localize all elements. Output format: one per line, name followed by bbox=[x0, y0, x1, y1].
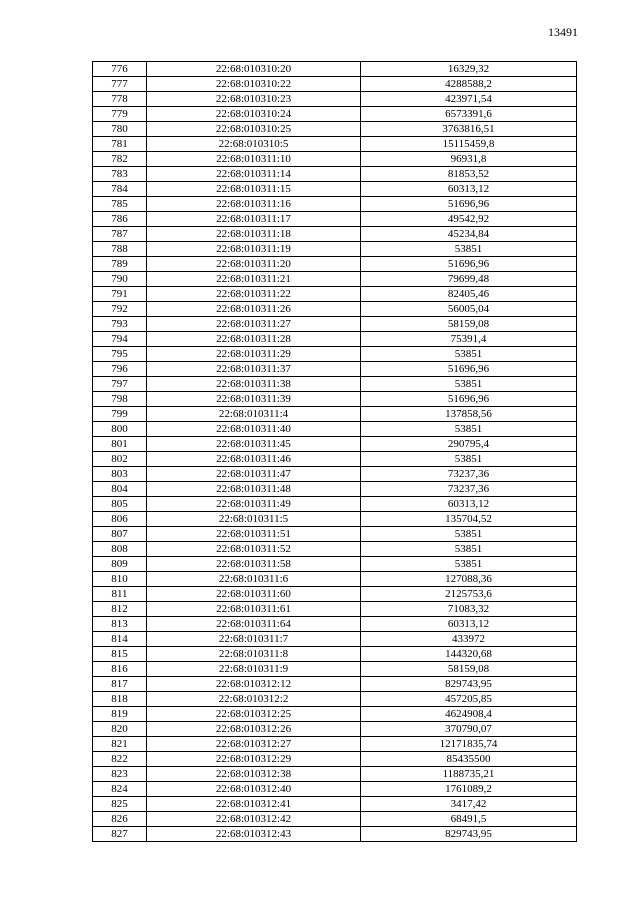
value-cell: 53851 bbox=[361, 527, 577, 542]
table-row bbox=[93, 107, 577, 122]
table-row bbox=[93, 602, 577, 617]
cadastral-number-cell: 22:68:010311:26 bbox=[147, 302, 361, 317]
page-number: 13491 bbox=[548, 25, 578, 39]
table-row bbox=[93, 272, 577, 287]
table-row bbox=[93, 797, 577, 812]
value-cell: 4288588,2 bbox=[361, 77, 577, 92]
row-number-cell: 815 bbox=[93, 647, 147, 662]
table-row bbox=[93, 827, 577, 842]
row-number-cell: 803 bbox=[93, 467, 147, 482]
value-cell: 53851 bbox=[361, 377, 577, 392]
row-number-cell: 809 bbox=[93, 557, 147, 572]
table-body bbox=[93, 62, 577, 842]
value-cell: 51696,96 bbox=[361, 197, 577, 212]
cadastral-number-cell: 22:68:010312:26 bbox=[147, 722, 361, 737]
table-row bbox=[93, 737, 577, 752]
value-cell: 457205,85 bbox=[361, 692, 577, 707]
table-row bbox=[93, 437, 577, 452]
value-cell: 370790,07 bbox=[361, 722, 577, 737]
cadastral-number-cell: 22:68:010311:52 bbox=[147, 542, 361, 557]
cadastral-number-cell: 22:68:010312:12 bbox=[147, 677, 361, 692]
row-number-cell: 816 bbox=[93, 662, 147, 677]
row-number-cell: 820 bbox=[93, 722, 147, 737]
row-number-cell: 776 bbox=[93, 62, 147, 77]
value-cell: 53851 bbox=[361, 452, 577, 467]
row-number-cell: 788 bbox=[93, 242, 147, 257]
table-row bbox=[93, 557, 577, 572]
cadastral-number-cell: 22:68:010311:40 bbox=[147, 422, 361, 437]
value-cell: 4624908,4 bbox=[361, 707, 577, 722]
row-number-cell: 827 bbox=[93, 827, 147, 842]
cadastral-number-cell: 22:68:010310:22 bbox=[147, 77, 361, 92]
value-cell: 53851 bbox=[361, 422, 577, 437]
cadastral-number-cell: 22:68:010311:60 bbox=[147, 587, 361, 602]
table-row bbox=[93, 632, 577, 647]
row-number-cell: 796 bbox=[93, 362, 147, 377]
cadastral-number-cell: 22:68:010311:47 bbox=[147, 467, 361, 482]
row-number-cell: 787 bbox=[93, 227, 147, 242]
cadastral-number-cell: 22:68:010312:27 bbox=[147, 737, 361, 752]
cadastral-number-cell: 22:68:010310:23 bbox=[147, 92, 361, 107]
cadastral-number-cell: 22:68:010311:14 bbox=[147, 167, 361, 182]
table-row bbox=[93, 242, 577, 257]
row-number-cell: 777 bbox=[93, 77, 147, 92]
row-number-cell: 782 bbox=[93, 152, 147, 167]
value-cell: 81853,52 bbox=[361, 167, 577, 182]
table-row bbox=[93, 662, 577, 677]
table-row bbox=[93, 122, 577, 137]
row-number-cell: 785 bbox=[93, 197, 147, 212]
cadastral-number-cell: 22:68:010311:22 bbox=[147, 287, 361, 302]
cadastral-number-cell: 22:68:010312:29 bbox=[147, 752, 361, 767]
table-row bbox=[93, 752, 577, 767]
cadastral-number-cell: 22:68:010311:38 bbox=[147, 377, 361, 392]
cadastral-number-cell: 22:68:010310:25 bbox=[147, 122, 361, 137]
value-cell: 2125753,6 bbox=[361, 587, 577, 602]
value-cell: 73237,36 bbox=[361, 467, 577, 482]
cadastral-number-cell: 22:68:010311:18 bbox=[147, 227, 361, 242]
value-cell: 45234,84 bbox=[361, 227, 577, 242]
table-row bbox=[93, 542, 577, 557]
cadastral-number-cell: 22:68:010311:51 bbox=[147, 527, 361, 542]
row-number-cell: 813 bbox=[93, 617, 147, 632]
value-cell: 433972 bbox=[361, 632, 577, 647]
cadastral-number-cell: 22:68:010312:42 bbox=[147, 812, 361, 827]
row-number-cell: 792 bbox=[93, 302, 147, 317]
value-cell: 6573391,6 bbox=[361, 107, 577, 122]
table-row bbox=[93, 182, 577, 197]
cadastral-number-cell: 22:68:010311:19 bbox=[147, 242, 361, 257]
row-number-cell: 811 bbox=[93, 587, 147, 602]
row-number-cell: 808 bbox=[93, 542, 147, 557]
row-number-cell: 824 bbox=[93, 782, 147, 797]
value-cell: 75391,4 bbox=[361, 332, 577, 347]
table-row bbox=[93, 692, 577, 707]
table-row bbox=[93, 317, 577, 332]
cadastral-number-cell: 22:68:010312:43 bbox=[147, 827, 361, 842]
cadastral-number-cell: 22:68:010311:9 bbox=[147, 662, 361, 677]
value-cell: 1761089,2 bbox=[361, 782, 577, 797]
cadastral-number-cell: 22:68:010311:21 bbox=[147, 272, 361, 287]
table-row bbox=[93, 392, 577, 407]
value-cell: 60313,12 bbox=[361, 617, 577, 632]
value-cell: 3417,42 bbox=[361, 797, 577, 812]
value-cell: 135704,52 bbox=[361, 512, 577, 527]
row-number-cell: 784 bbox=[93, 182, 147, 197]
value-cell: 1188735,21 bbox=[361, 767, 577, 782]
table-row bbox=[93, 152, 577, 167]
row-number-cell: 779 bbox=[93, 107, 147, 122]
cadastral-number-cell: 22:68:010311:58 bbox=[147, 557, 361, 572]
cadastral-number-cell: 22:68:010311:6 bbox=[147, 572, 361, 587]
value-cell: 73237,36 bbox=[361, 482, 577, 497]
value-cell: 290795,4 bbox=[361, 437, 577, 452]
cadastral-number-cell: 22:68:010311:10 bbox=[147, 152, 361, 167]
cadastral-number-cell: 22:68:010311:15 bbox=[147, 182, 361, 197]
table-row bbox=[93, 722, 577, 737]
value-cell: 53851 bbox=[361, 557, 577, 572]
cadastral-number-cell: 22:68:010310:24 bbox=[147, 107, 361, 122]
row-number-cell: 819 bbox=[93, 707, 147, 722]
cadastral-number-cell: 22:68:010311:5 bbox=[147, 512, 361, 527]
cadastral-number-cell: 22:68:010311:49 bbox=[147, 497, 361, 512]
table-row bbox=[93, 527, 577, 542]
table-row bbox=[93, 782, 577, 797]
value-cell: 53851 bbox=[361, 242, 577, 257]
row-number-cell: 826 bbox=[93, 812, 147, 827]
row-number-cell: 798 bbox=[93, 392, 147, 407]
table-row bbox=[93, 677, 577, 692]
table-row bbox=[93, 377, 577, 392]
value-cell: 127088,36 bbox=[361, 572, 577, 587]
table-row bbox=[93, 347, 577, 362]
row-number-cell: 818 bbox=[93, 692, 147, 707]
table-row bbox=[93, 302, 577, 317]
table-row bbox=[93, 62, 577, 77]
row-number-cell: 783 bbox=[93, 167, 147, 182]
table-row bbox=[93, 167, 577, 182]
table-row bbox=[93, 227, 577, 242]
row-number-cell: 817 bbox=[93, 677, 147, 692]
row-number-cell: 799 bbox=[93, 407, 147, 422]
value-cell: 96931,8 bbox=[361, 152, 577, 167]
table-row bbox=[93, 212, 577, 227]
row-number-cell: 804 bbox=[93, 482, 147, 497]
value-cell: 137858,56 bbox=[361, 407, 577, 422]
row-number-cell: 778 bbox=[93, 92, 147, 107]
value-cell: 58159,08 bbox=[361, 317, 577, 332]
row-number-cell: 814 bbox=[93, 632, 147, 647]
cadastral-number-cell: 22:68:010311:28 bbox=[147, 332, 361, 347]
table-row bbox=[93, 332, 577, 347]
table-row bbox=[93, 497, 577, 512]
table-row bbox=[93, 407, 577, 422]
row-number-cell: 800 bbox=[93, 422, 147, 437]
row-number-cell: 780 bbox=[93, 122, 147, 137]
cadastral-number-cell: 22:68:010311:4 bbox=[147, 407, 361, 422]
table-row bbox=[93, 362, 577, 377]
value-cell: 53851 bbox=[361, 347, 577, 362]
row-number-cell: 805 bbox=[93, 497, 147, 512]
table-row bbox=[93, 512, 577, 527]
cadastral-number-cell: 22:68:010311:61 bbox=[147, 602, 361, 617]
value-cell: 85435500 bbox=[361, 752, 577, 767]
row-number-cell: 793 bbox=[93, 317, 147, 332]
cadastral-number-cell: 22:68:010311:48 bbox=[147, 482, 361, 497]
table-row bbox=[93, 197, 577, 212]
row-number-cell: 822 bbox=[93, 752, 147, 767]
row-number-cell: 794 bbox=[93, 332, 147, 347]
cadastral-number-cell: 22:68:010311:17 bbox=[147, 212, 361, 227]
cadastral-number-cell: 22:68:010312:25 bbox=[147, 707, 361, 722]
cadastral-number-cell: 22:68:010312:38 bbox=[147, 767, 361, 782]
cadastral-number-cell: 22:68:010311:37 bbox=[147, 362, 361, 377]
value-cell: 49542,92 bbox=[361, 212, 577, 227]
cadastral-number-cell: 22:68:010311:29 bbox=[147, 347, 361, 362]
value-cell: 68491,5 bbox=[361, 812, 577, 827]
value-cell: 60313,12 bbox=[361, 182, 577, 197]
value-cell: 51696,96 bbox=[361, 392, 577, 407]
row-number-cell: 795 bbox=[93, 347, 147, 362]
value-cell: 15115459,8 bbox=[361, 137, 577, 152]
row-number-cell: 812 bbox=[93, 602, 147, 617]
table-row bbox=[93, 707, 577, 722]
cadastral-number-cell: 22:68:010311:27 bbox=[147, 317, 361, 332]
table-row bbox=[93, 587, 577, 602]
table-row bbox=[93, 467, 577, 482]
cadastral-number-cell: 22:68:010310:5 bbox=[147, 137, 361, 152]
value-cell: 60313,12 bbox=[361, 497, 577, 512]
value-cell: 16329,32 bbox=[361, 62, 577, 77]
row-number-cell: 825 bbox=[93, 797, 147, 812]
row-number-cell: 806 bbox=[93, 512, 147, 527]
cadastral-number-cell: 22:68:010311:8 bbox=[147, 647, 361, 662]
cadastral-number-cell: 22:68:010311:20 bbox=[147, 257, 361, 272]
value-cell: 829743,95 bbox=[361, 827, 577, 842]
row-number-cell: 781 bbox=[93, 137, 147, 152]
cadastral-number-cell: 22:68:010312:41 bbox=[147, 797, 361, 812]
table-row bbox=[93, 137, 577, 152]
table-row bbox=[93, 482, 577, 497]
value-cell: 12171835,74 bbox=[361, 737, 577, 752]
cadastral-number-cell: 22:68:010311:16 bbox=[147, 197, 361, 212]
table-row bbox=[93, 617, 577, 632]
row-number-cell: 821 bbox=[93, 737, 147, 752]
row-number-cell: 801 bbox=[93, 437, 147, 452]
table-row bbox=[93, 812, 577, 827]
cadastral-number-cell: 22:68:010312:40 bbox=[147, 782, 361, 797]
table-row bbox=[93, 92, 577, 107]
table-row bbox=[93, 422, 577, 437]
value-cell: 829743,95 bbox=[361, 677, 577, 692]
value-cell: 82405,46 bbox=[361, 287, 577, 302]
table-row bbox=[93, 287, 577, 302]
row-number-cell: 802 bbox=[93, 452, 147, 467]
value-cell: 51696,96 bbox=[361, 362, 577, 377]
table-row bbox=[93, 572, 577, 587]
cadastral-number-cell: 22:68:010311:39 bbox=[147, 392, 361, 407]
value-cell: 79699,48 bbox=[361, 272, 577, 287]
table-row bbox=[93, 647, 577, 662]
table-row bbox=[93, 452, 577, 467]
row-number-cell: 823 bbox=[93, 767, 147, 782]
row-number-cell: 786 bbox=[93, 212, 147, 227]
value-cell: 71083,32 bbox=[361, 602, 577, 617]
value-cell: 58159,08 bbox=[361, 662, 577, 677]
cadastral-number-cell: 22:68:010311:64 bbox=[147, 617, 361, 632]
row-number-cell: 789 bbox=[93, 257, 147, 272]
table-row bbox=[93, 257, 577, 272]
row-number-cell: 797 bbox=[93, 377, 147, 392]
value-cell: 56005,04 bbox=[361, 302, 577, 317]
cadastral-number-cell: 22:68:010311:7 bbox=[147, 632, 361, 647]
value-cell: 144320,68 bbox=[361, 647, 577, 662]
value-cell: 53851 bbox=[361, 542, 577, 557]
value-cell: 3763816,51 bbox=[361, 122, 577, 137]
cadastral-number-cell: 22:68:010311:45 bbox=[147, 437, 361, 452]
cadastral-number-cell: 22:68:010312:2 bbox=[147, 692, 361, 707]
row-number-cell: 810 bbox=[93, 572, 147, 587]
row-number-cell: 791 bbox=[93, 287, 147, 302]
value-cell: 51696,96 bbox=[361, 257, 577, 272]
value-cell: 423971,54 bbox=[361, 92, 577, 107]
row-number-cell: 807 bbox=[93, 527, 147, 542]
table-row bbox=[93, 767, 577, 782]
row-number-cell: 790 bbox=[93, 272, 147, 287]
table-row bbox=[93, 77, 577, 92]
cadastral-number-cell: 22:68:010310:20 bbox=[147, 62, 361, 77]
cadastral-table bbox=[92, 61, 577, 842]
cadastral-number-cell: 22:68:010311:46 bbox=[147, 452, 361, 467]
